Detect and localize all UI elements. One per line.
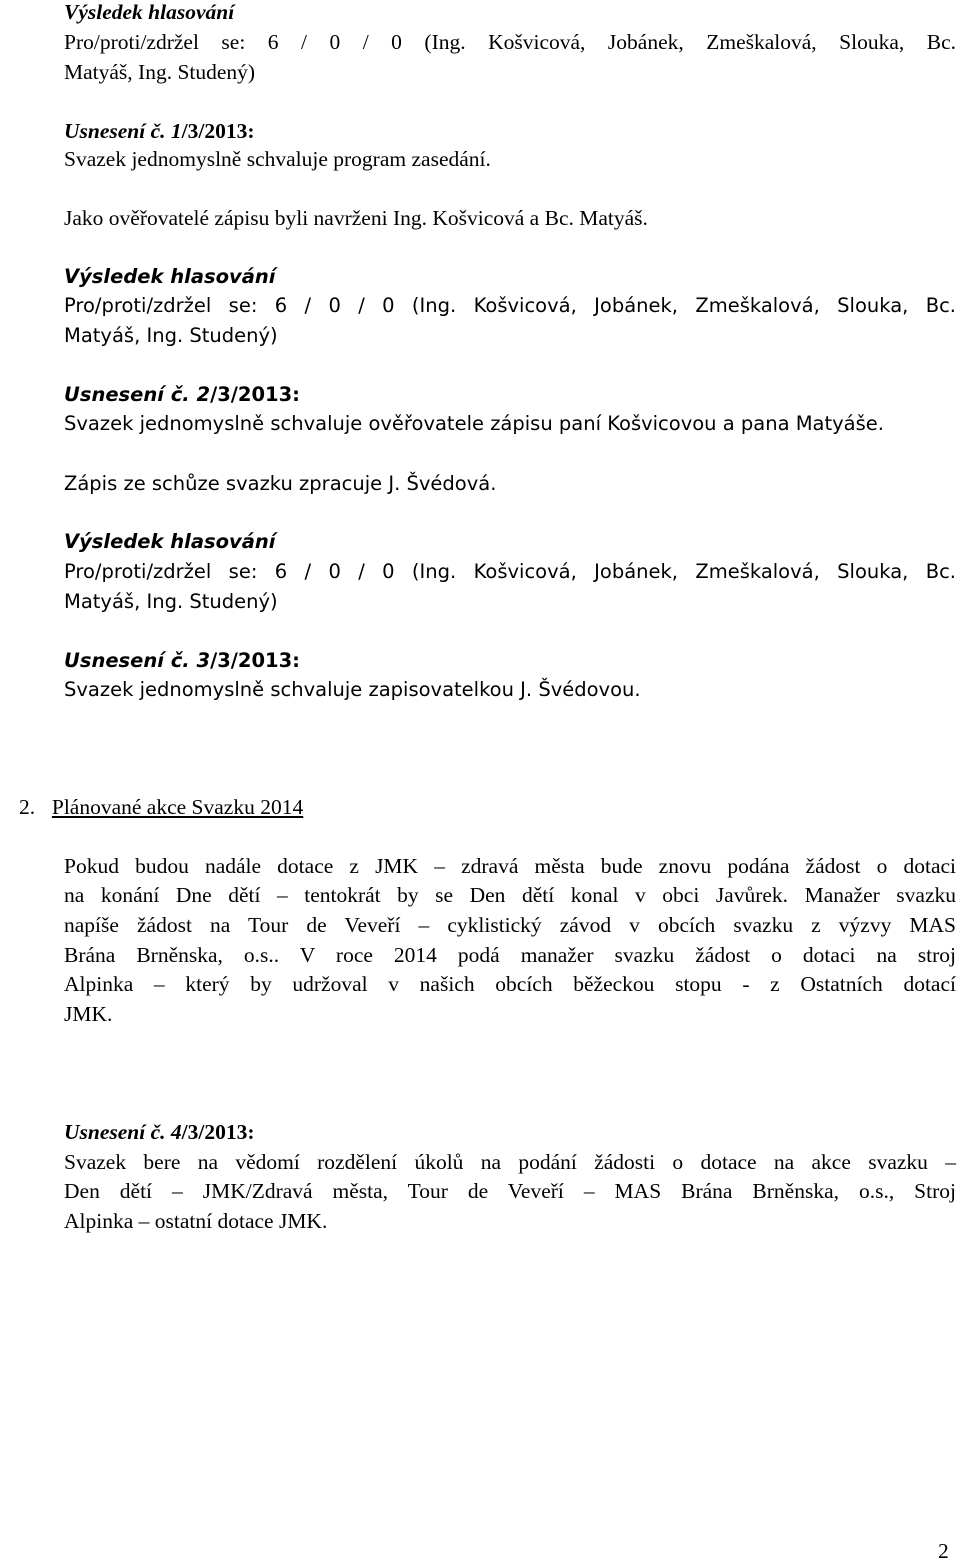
resolution-label-suffix: /3/2013: bbox=[181, 1120, 255, 1144]
resolution-number: 1 bbox=[170, 119, 182, 143]
resolution-text-line: Alpinka – ostatní dotace JMK. bbox=[64, 1209, 328, 1233]
vote-result-line: Pro/proti/zdržel se: 6 / 0 / 0 (Ing. Košvicová, Jobánek, Zmeškalová, Slouka, Bc. bbox=[64, 560, 956, 583]
vote-result-heading: Výsledek hlasování bbox=[64, 0, 235, 24]
resolution-text: Svazek jednomyslně schvaluje ověřovatele zápisu paní Košvicovou a pana Matyáše. bbox=[64, 412, 884, 435]
resolution-label-italic: Usnesení č. bbox=[64, 119, 166, 143]
vote-result-line: Pro/proti/zdržel se: 6 / 0 / 0 (Ing. Košvicová, Jobánek, Zmeškalová, Slouka, Bc. bbox=[64, 30, 956, 54]
vote-result-line: Matyáš, Ing. Studený) bbox=[64, 60, 256, 84]
resolution-label bbox=[64, 646, 300, 676]
resolution-number: 2 bbox=[196, 383, 211, 406]
resolution-text: Svazek jednomyslně schvaluje zapisovatelkou J. Švédovou. bbox=[64, 678, 641, 701]
section-title: Plánované akce Svazku 2014 bbox=[51, 795, 304, 819]
paragraph-line: JMK. bbox=[64, 1002, 113, 1026]
resolution-label-italic: Usnesení č. bbox=[64, 649, 190, 672]
vote-result-line: Matyáš, Ing. Studený) bbox=[64, 324, 278, 347]
resolution-label bbox=[64, 116, 255, 146]
resolution-label bbox=[64, 1117, 255, 1147]
page-number: 2 bbox=[938, 1539, 949, 1563]
resolution-label-italic: Usnesení č. bbox=[64, 1120, 166, 1144]
resolution-label-italic: Usnesení č. bbox=[64, 383, 190, 406]
resolution-number: 3 bbox=[196, 649, 211, 672]
resolution-label-suffix: /3/2013: bbox=[210, 383, 300, 406]
vote-result-heading: Výsledek hlasování bbox=[64, 530, 276, 553]
resolution-label-suffix: /3/2013: bbox=[210, 649, 300, 672]
paragraph-line: napíše žádost na Tour de Veveří – cyklistický závod v obcích svazku z výzvy MAS bbox=[64, 913, 956, 937]
resolution-text: Svazek jednomyslně schvaluje program zasedání. bbox=[64, 147, 491, 171]
resolution-label bbox=[64, 380, 300, 410]
vote-result-line: Pro/proti/zdržel se: 6 / 0 / 0 (Ing. Košvicová, Jobánek, Zmeškalová, Slouka, Bc. bbox=[64, 294, 956, 317]
resolution-label-suffix: /3/2013: bbox=[181, 119, 255, 143]
paragraph-line: Brána Brněnska, o.s.. V roce 2014 podá manažer svazku žádost o dotaci na stroj bbox=[64, 943, 956, 967]
paragraph-line: Alpinka – který by udržoval v našich obcích běžeckou stopu - z Ostatních dotací bbox=[64, 972, 956, 996]
section-heading bbox=[19, 792, 303, 822]
recorder-text: Zápis ze schůze svazku zpracuje J. Švédová. bbox=[64, 472, 497, 495]
vote-result-heading: Výsledek hlasování bbox=[64, 265, 276, 288]
resolution-text-line: Den dětí – JMK/Zdravá města, Tour de Veveří – MAS Brána Brněnska, o.s., Stroj bbox=[64, 1179, 956, 1203]
section-number: 2. bbox=[19, 795, 36, 819]
verifiers-text: Jako ověřovatelé zápisu byli navrženi Ing. Košvicová a Bc. Matyáš. bbox=[64, 206, 648, 230]
resolution-text-line: Svazek bere na vědomí rozdělení úkolů na podání žádosti o dotace na akce svazku – bbox=[64, 1150, 956, 1174]
paragraph-line: na konání Dne dětí – tentokrát by se Den dětí konal v obci Javůrek. Manažer svazku bbox=[64, 883, 956, 907]
paragraph-line: Pokud budou nadále dotace z JMK – zdravá města bude znovu podána žádost o dotaci bbox=[64, 854, 956, 878]
resolution-number: 4 bbox=[170, 1120, 182, 1144]
vote-result-line: Matyáš, Ing. Studený) bbox=[64, 590, 278, 613]
